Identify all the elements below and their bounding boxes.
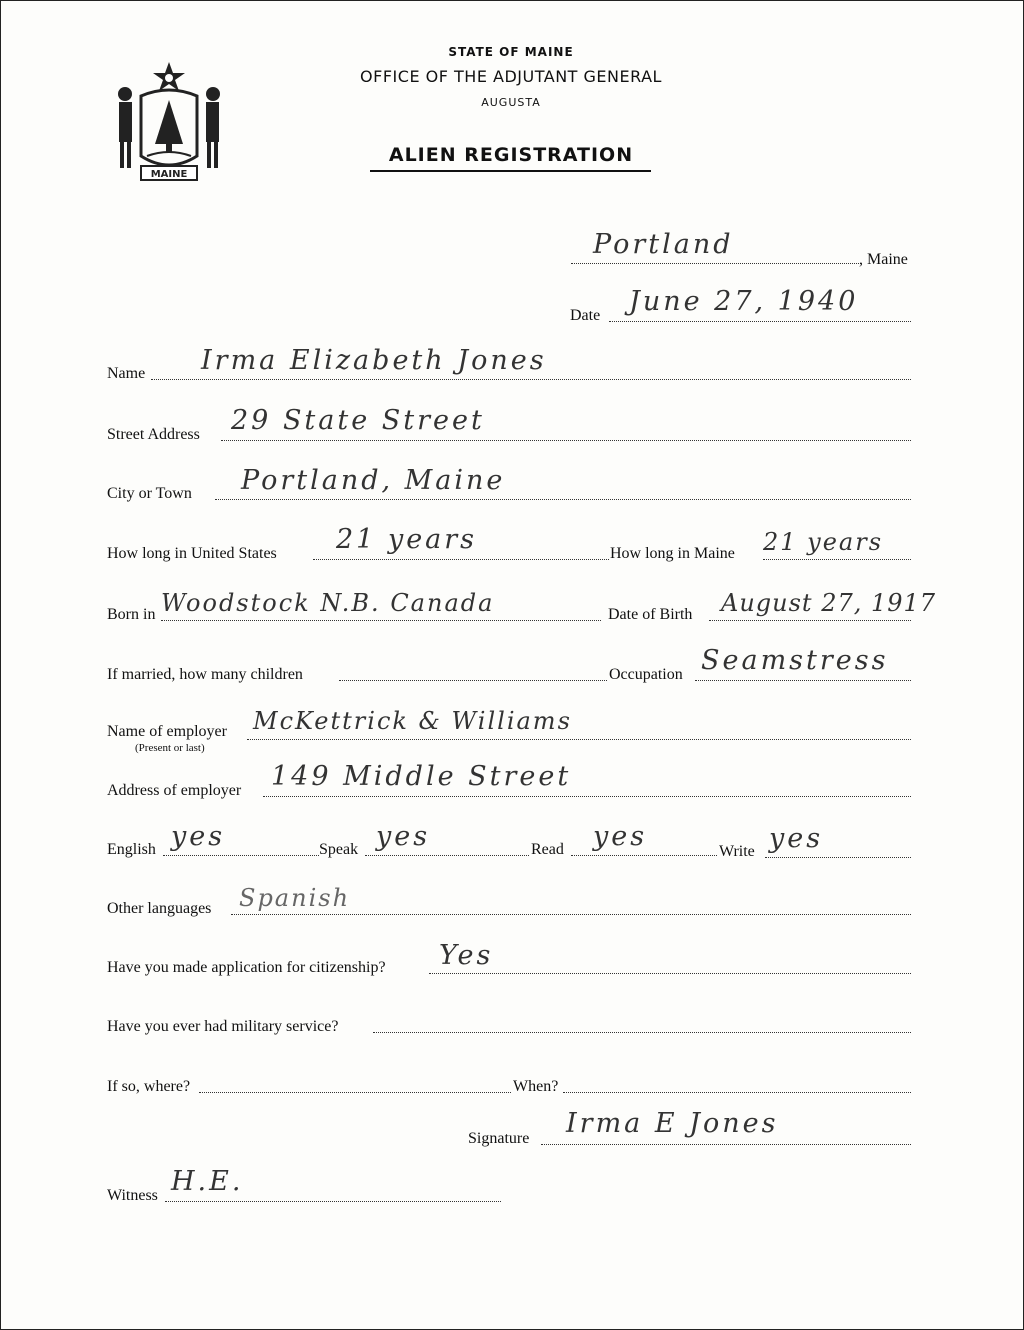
employer-line (247, 739, 911, 740)
where-line (199, 1092, 511, 1093)
read-label: Read (531, 841, 564, 858)
date-of-birth-value: August 27, 1917 (721, 589, 937, 617)
name-value: Irma Elizabeth Jones (201, 345, 547, 376)
military-label: Have you ever had military service? (107, 1018, 339, 1035)
english-label: English (107, 841, 156, 858)
witness-label: Witness (107, 1187, 158, 1204)
signature-label: Signature (468, 1130, 530, 1147)
speak-value: yes (376, 821, 431, 852)
write-value: yes (769, 823, 824, 854)
how-long-maine-value: 21 years (763, 528, 884, 556)
city-town-value: Portland, Maine (241, 465, 506, 496)
date-value: June 27, 1940 (629, 286, 859, 317)
witness-value: H.E. (171, 1166, 244, 1197)
occupation-line (695, 680, 911, 681)
write-line (765, 857, 911, 858)
other-languages-line (231, 914, 911, 915)
signature-value: Irma E Jones (566, 1108, 779, 1139)
seal-banner-text: MAINE (150, 169, 188, 180)
name-label: Name (107, 365, 146, 382)
employer-label: Name of employer (107, 723, 227, 740)
how-long-maine-label: How long in Maine (610, 545, 735, 562)
date-of-birth-label: Date of Birth (608, 606, 693, 623)
place-value: Portland (593, 229, 734, 260)
born-in-label: Born in (107, 606, 156, 623)
where-label: If so, where? (107, 1078, 191, 1095)
date-label: Date (570, 307, 601, 324)
born-in-line (161, 620, 601, 621)
employer-address-line (263, 796, 911, 797)
employer-value: McKettrick & Williams (253, 707, 572, 735)
english-value: yes (171, 821, 226, 852)
citizenship-value: Yes (439, 940, 494, 971)
how-long-maine-line (763, 559, 911, 560)
street-line (221, 440, 911, 441)
name-line (151, 379, 911, 380)
occupation-label: Occupation (609, 666, 683, 683)
employer-address-value: 149 Middle Street (271, 761, 572, 792)
maine-state-seal-icon (111, 56, 227, 186)
date-line (609, 321, 911, 322)
when-label: When? (513, 1078, 559, 1095)
write-label: Write (719, 843, 755, 860)
witness-line (165, 1201, 501, 1202)
when-line (563, 1092, 911, 1093)
date-of-birth-line (709, 620, 911, 621)
employer-address-label: Address of employer (107, 782, 242, 799)
military-line (373, 1032, 911, 1033)
children-label: If married, how many children (107, 666, 303, 683)
office-heading: OFFICE OF THE ADJUTANT GENERAL (360, 67, 662, 86)
employer-sub-label: (Present or last) (135, 742, 205, 754)
street-label: Street Address (107, 426, 200, 443)
form-title: ALIEN REGISTRATION (388, 144, 634, 166)
born-in-value: Woodstock N.B. Canada (161, 589, 495, 617)
place-line (571, 263, 859, 264)
other-languages-value: Spanish (239, 884, 351, 912)
read-value: yes (593, 821, 648, 852)
citizenship-label: Have you made application for citizenship? (107, 959, 386, 976)
signature-line (541, 1144, 911, 1145)
children-line (339, 680, 607, 681)
title-underline (370, 170, 651, 172)
maine-label: , Maine (859, 251, 908, 268)
street-value: 29 State Street (231, 405, 485, 436)
how-long-us-label: How long in United States (107, 545, 277, 562)
other-languages-label: Other languages (107, 900, 212, 917)
occupation-value: Seamstress (701, 645, 889, 676)
speak-line (365, 855, 529, 856)
city-town-label: City or Town (107, 485, 192, 502)
state-heading: STATE OF MAINE (448, 45, 574, 59)
english-line (163, 855, 319, 856)
how-long-us-line (313, 559, 609, 560)
read-line (571, 855, 717, 856)
how-long-us-value: 21 years (336, 524, 478, 555)
speak-label: Speak (319, 841, 359, 858)
city-town-line (215, 499, 911, 500)
city-heading: AUGUSTA (481, 96, 541, 109)
citizenship-line (429, 973, 911, 974)
